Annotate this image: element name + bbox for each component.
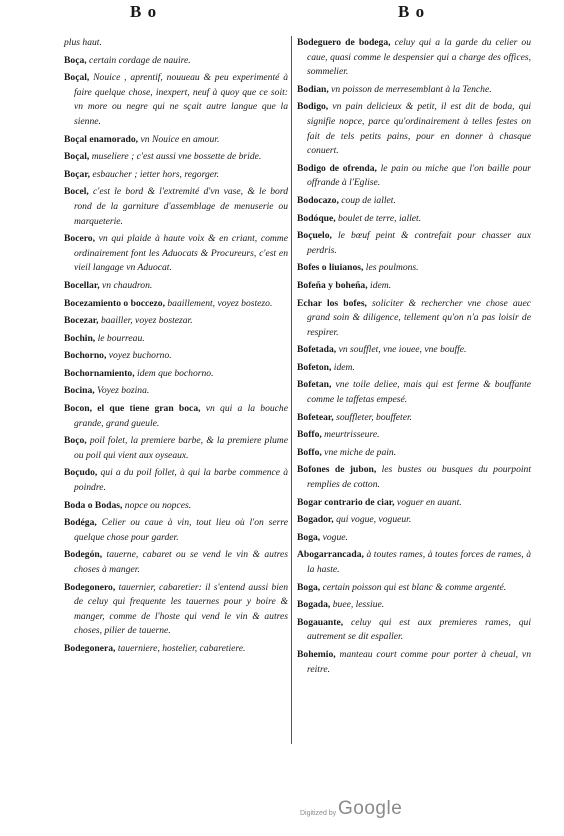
entry-definition: vn chaudron. (99, 279, 153, 291)
dictionary-entry (64, 367, 288, 382)
entry-definition: tauerne, cabaret ou se vend le vin & autres choses à manger. (74, 549, 288, 575)
entry-definition: le bourreau. (95, 332, 145, 344)
dictionary-entry (64, 516, 288, 545)
entry-definition: vn qui plaide à haute voix & en criant, comme ordinairement font les Aduocats & Procureurs, c'est en vieil langage vn Aduocat. (74, 233, 288, 274)
dictionary-entry (297, 229, 531, 258)
entry-definition: buee, lessiue. (330, 599, 385, 611)
entry-definition: vn qui a la bouche grande, grand gueule. (74, 403, 288, 429)
entry-headword: Boga, (297, 581, 321, 593)
entry-definition: idem que bochorno. (134, 367, 214, 379)
dictionary-entry (64, 54, 288, 69)
entry-headword: Boçudo, (64, 467, 98, 479)
entry-headword: Bodegonera, (64, 642, 116, 654)
dictionary-entry (297, 297, 531, 341)
entry-headword: Boga, (297, 531, 321, 543)
dictionary-entry (64, 434, 288, 463)
entry-headword: Bogauante, (297, 616, 344, 628)
entry-headword: Bocina, (64, 385, 95, 397)
entry-headword: Bogada, (297, 599, 331, 611)
entry-headword: Bofeña y boheña, (297, 279, 368, 291)
entry-headword: Bochorno, (64, 350, 107, 362)
dictionary-entry (297, 361, 531, 376)
entry-headword: Bofetada, (297, 344, 337, 356)
entry-headword: Boço, (64, 435, 87, 447)
entry-headword: Bocezar, (64, 315, 99, 327)
entry-headword: Boçal, (64, 151, 90, 163)
entry-headword: Bofes o liuianos, (297, 262, 364, 274)
running-header (0, 2, 564, 28)
entry-definition: nopce ou nopces. (122, 499, 192, 511)
entry-headword: Abogarrancada, (297, 549, 364, 561)
entry-headword: Bocon, el que tiene gran boca, (64, 403, 201, 415)
header-right: B o (398, 2, 426, 21)
entry-headword: Bodegón, (64, 549, 103, 561)
dictionary-entry (64, 402, 288, 431)
dictionary-entry (297, 548, 531, 577)
entry-definition: certain poisson qui est blanc & comme argenté. (320, 581, 507, 593)
entry-headword: Boça, (64, 54, 87, 66)
dictionary-entry (297, 162, 531, 191)
dictionary-entry (297, 411, 531, 426)
entry-headword: Bocel, (64, 186, 89, 198)
entry-definition: vn pain delicieux & petit, il est dit de boda, qui signifie nopce, parce qu'ordinairement à telles festes on fait de tels petits pains, pour en donner à chasque conuert. (307, 101, 531, 157)
entry-definition: celuy qui est aux premieres rames, qui autrement se dit espaller. (307, 616, 531, 643)
dictionary-entry (297, 463, 531, 492)
entry-definition: baailler, voyez bostezar. (98, 315, 193, 327)
entry-definition: coup de iallet. (338, 194, 396, 206)
entry-definition: museliere ; c'est aussi vne bossette de bride. (89, 151, 262, 163)
dictionary-entry (64, 466, 288, 495)
entry-definition: certain cordage de nauire. (86, 54, 191, 66)
entry-headword: Bofeton, (297, 361, 332, 373)
entry-definition: le bœuf peint & contrefait pour chasser aux perdris. (307, 230, 531, 256)
digitization-watermark (300, 798, 440, 824)
dictionary-entry (297, 428, 531, 443)
entry-definition: idem. (331, 361, 355, 373)
dictionary-entry (297, 36, 531, 80)
dictionary-entry (64, 332, 288, 347)
entry-headword: Bohemio, (297, 648, 336, 660)
entry-definition: vn poisson de merresemblant à la Tenche. (328, 83, 492, 95)
digitized-by-text: Digitized by (300, 810, 337, 817)
dictionary-entry (297, 648, 531, 677)
entry-definition: vogue. (320, 531, 348, 543)
entry-headword: Boçal, (64, 72, 90, 84)
dictionary-entry (64, 71, 288, 129)
dictionary-entry (64, 185, 288, 229)
dictionary-entry (64, 642, 288, 657)
entry-headword: Bodigo de ofrenda, (297, 162, 377, 174)
entry-definition: tauerniere, hostelier, cabaretiere. (115, 642, 246, 654)
entry-definition: vne miche de pain. (321, 446, 397, 458)
entry-headword: Echar los bofes, (297, 297, 367, 309)
entry-definition: idem. (367, 279, 392, 291)
dictionary-entry (64, 548, 288, 577)
dictionary-entry (64, 133, 288, 148)
dictionary-entry (297, 378, 531, 407)
dictionary-entry (297, 616, 531, 645)
dictionary-entry (297, 531, 531, 546)
dictionary-entry (64, 384, 288, 399)
entry-definition: les bustes ou busques du pourpoint remplies de cotton. (307, 464, 531, 491)
entry-headword: Bochornamiento, (64, 367, 135, 379)
entry-definition: vne toile deliee, mais qui est ferme & bouffante comme le taffetas empesé. (307, 379, 531, 406)
entry-definition: voyez buchorno. (106, 350, 172, 362)
entry-definition: celuy qui a la garde du celier ou caue, quasi comme le despensier qui a charge des offices, sommelier. (307, 37, 532, 78)
dictionary-entry (64, 279, 288, 294)
entry-definition: tauernier, cabaretier: il s'entend aussi bien de celuy qui frequente les tauernes pour y boire & manger, comme de l'hoste qui vend le vin & autres choses, pilier de tauerne. (74, 581, 288, 637)
dictionary-entry (297, 496, 531, 511)
entry-definition: Nouice , aprentif, nouueau & peu experimenté à faire quelque chose, inexpert, neuf à quoy que ce soit: vn more ou negre qui ne sçait autre langue que la sienne. (74, 72, 288, 127)
entry-definition: qui a du poil follet, à qui la barbe commence à poindre. (74, 467, 288, 494)
entry-definition: baaillement, voyez bostezo. (164, 297, 273, 309)
entry-headword: Bodeguero de bodega, (297, 37, 391, 48)
entry-headword: Bodóque, (297, 212, 336, 224)
entry-headword: Boda o Bodas, (64, 499, 123, 511)
entry-definition: Celier ou caue à vin, tout lieu où l'on serre quelque chose pour garder. (74, 517, 288, 543)
entry-headword: Bodian, (297, 83, 329, 95)
entry-headword: Boçar, (64, 168, 91, 180)
entry-headword: Bocero, (64, 233, 95, 245)
dictionary-entry (297, 598, 531, 613)
entry-headword: Bofetan, (297, 379, 332, 391)
dictionary-entry (64, 581, 288, 639)
dictionary-entry (297, 261, 531, 276)
entry-definition: qui vogue, vogueur. (333, 514, 412, 526)
entry-definition: plus haut. (64, 37, 102, 48)
entry-definition: esbaucher ; ietter hors, regorger. (90, 168, 220, 180)
entry-definition: voguer en auant. (394, 496, 462, 508)
dictionary-entry (64, 36, 288, 51)
entry-definition: Voyez bozina. (94, 385, 150, 397)
column-divider (291, 36, 292, 744)
entry-headword: Bodocazo, (297, 194, 339, 206)
entry-headword: Bocellar, (64, 279, 100, 291)
dictionary-entry (297, 83, 531, 98)
entry-headword: Bogador, (297, 514, 334, 526)
header-left: B o (130, 2, 158, 21)
entry-definition: vn soufflet, vne iouee, vne bouffe. (336, 344, 467, 356)
dictionary-entry (297, 343, 531, 358)
entry-definition: manteau court comme pour porter à cheual, vn reitre. (307, 648, 531, 675)
dictionary-entry (64, 499, 288, 514)
entry-definition: poil folet, la premiere barbe, & la premiere plume ou poil qui vient aux oyseaux. (74, 435, 288, 461)
dictionary-entry (64, 168, 288, 183)
dictionary-entry (297, 212, 531, 227)
dictionary-entry (297, 513, 531, 528)
entry-headword: Boçal enamorado, (64, 133, 139, 145)
entry-definition: souffleter, bouffeter. (333, 411, 413, 423)
entry-headword: Bocezamiento o boccezo, (64, 297, 165, 309)
entry-headword: Bodegonero, (64, 581, 116, 593)
entry-definition: soliciter & rechercher vne chose auec grand soin & diligence, tellement qu'on n'a pas loisir de respirer. (307, 297, 531, 338)
dictionary-entry (297, 279, 531, 294)
entry-definition: boulet de terre, iallet. (335, 212, 422, 224)
dictionary-entry (297, 194, 531, 209)
entry-headword: Bodigo, (297, 101, 329, 113)
entry-headword: Bodéga, (64, 517, 97, 529)
dictionary-entry (64, 314, 288, 329)
entry-definition: à toutes rames, à toutes forces de rames, à la haste. (307, 549, 531, 575)
entry-headword: Bofones de jubon, (297, 464, 377, 476)
entry-definition: c'est le bord & l'extremité d'vn vase, & le bord rond de la garniture d'assemblage de menuserie ou marqueterie. (74, 186, 288, 227)
entry-definition: le pain ou miche que l'on baille pour offrande à l'Eglise. (307, 162, 531, 189)
google-logo: Google (338, 798, 403, 819)
left-column (64, 36, 288, 660)
dictionary-entry (64, 349, 288, 364)
entry-headword: Bochin, (64, 332, 96, 344)
entry-headword: Bogar contrario de ciar, (297, 496, 395, 508)
entry-definition: meurtrisseure. (321, 429, 380, 441)
entry-definition: vn Nouice en amour. (138, 133, 220, 145)
dictionary-entry (297, 446, 531, 461)
entry-definition: les poulmons. (363, 262, 419, 274)
entry-headword: Boffo, (297, 429, 322, 441)
entry-headword: Boçuelo, (297, 230, 332, 242)
dictionary-entry (64, 297, 288, 312)
dictionary-entry (297, 100, 531, 158)
right-column (297, 36, 531, 680)
entry-headword: Boffo, (297, 446, 322, 458)
dictionary-entry (64, 232, 288, 276)
dictionary-entry (64, 150, 288, 165)
entry-headword: Bofetear, (297, 411, 334, 423)
dictionary-entry (297, 581, 531, 596)
